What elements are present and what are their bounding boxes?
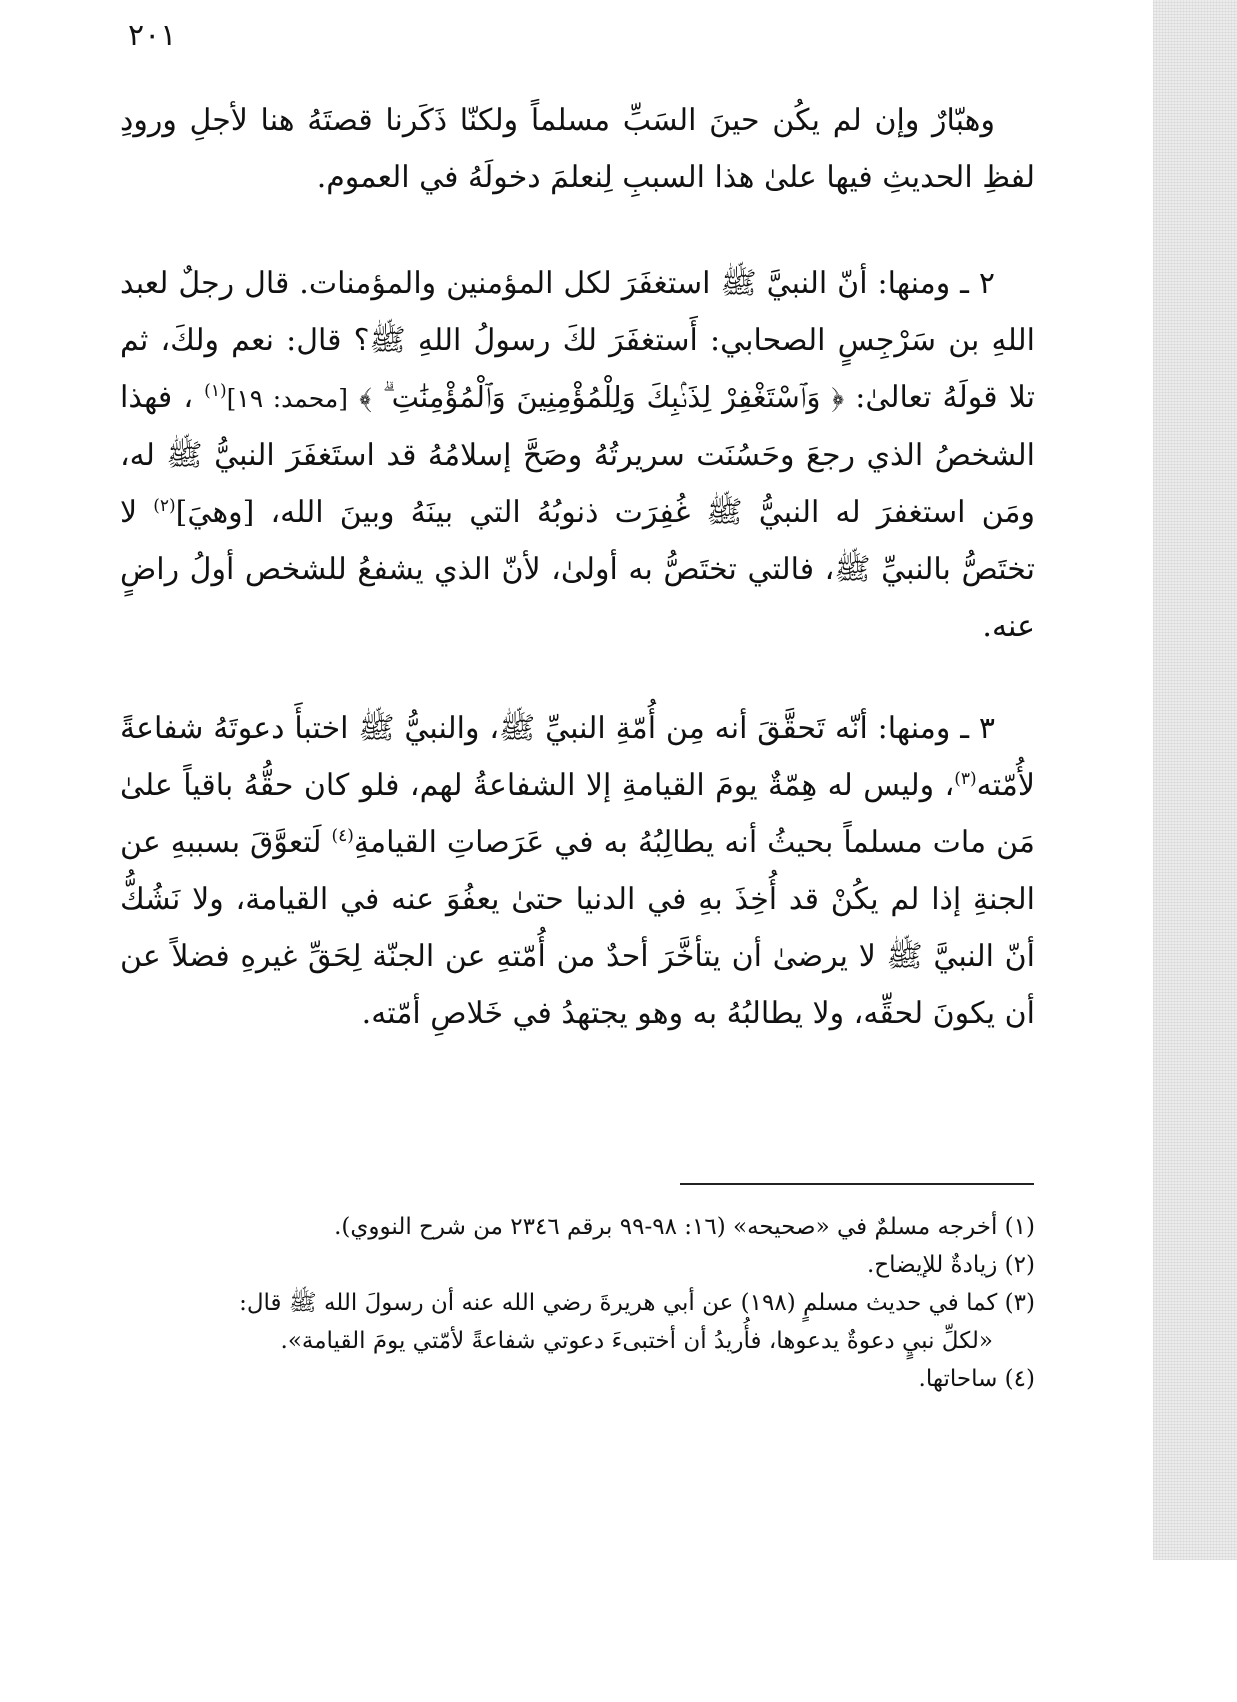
footnote-ref-4: (٤) bbox=[331, 826, 354, 846]
page-number: ٢٠١ bbox=[128, 18, 177, 53]
footnote-2: (٢) زيادةٌ للإيضاح. bbox=[867, 1252, 1035, 1278]
footnote-separator bbox=[680, 1183, 1034, 1185]
paragraph-2 bbox=[120, 255, 1035, 655]
surah-reference: [محمد: ١٩] bbox=[226, 384, 349, 413]
paragraph-1-text: وهبّارٌ وإن لم يكُن حينَ السَبِّ مسلماً ولكنّا ذَكَرنا قصتَهُ هنا لأجلِ ورودِ لفظِ الحديثِ فيها علىٰ هذا السببِ لِنعلمَ دخولَهُ في العموم. bbox=[120, 103, 1035, 195]
quran-verse: ﴿ وَٱسْتَغْفِرْ لِذَنۢبِكَ وَلِلْمُؤْمِنِينَ وَٱلْمُؤْمِنَٰتِ ۗ ﴾ bbox=[359, 380, 845, 414]
paragraph-2-text-c: لا تختَصُّ بالنبيِّ ﷺ، فالتي تختَصُّ به أولىٰ، لأنّ الذي يشفعُ للشخص أولُ راضٍ عنه. bbox=[120, 495, 1035, 644]
footnotes bbox=[160, 1208, 1035, 1398]
page-binding-edge bbox=[1153, 0, 1237, 1560]
paragraph-3-text-b: ، وليس له هِمّةٌ يومَ القيامةِ إلا الشفاعةُ لهم، فلو كان حقُّهُ باقياً علىٰ مَن مات مسلماً بحيثُ أنه يطالِبُهُ به في عَرَصاتِ القيامةِ bbox=[120, 768, 1035, 860]
footnote-ref-3: (٣) bbox=[954, 769, 977, 789]
footnote-3-continuation: «لكلِّ نبيٍ دعوةٌ يدعوها، فأُريدُ أن أختبىءَ دعوتي شفاعةً لأمّتي يومَ القيامة». bbox=[280, 1328, 993, 1354]
paragraph-3 bbox=[120, 700, 1035, 1042]
paragraph-1 bbox=[120, 92, 1035, 206]
footnote-ref-1: (١) bbox=[204, 381, 227, 401]
footnote-1: (١) أخرجه مسلمٌ في «صحيحه» (١٦: ٩٨-٩٩ برقم ٢٣٤٦ من شرح النووي). bbox=[334, 1214, 1035, 1240]
paragraph-2-text-b: ، فهذا الشخصُ الذي رجعَ وحَسُنَت سريرتُهُ وصَحَّ إسلامُهُ قد استَغفَرَ النبيُّ ﷺ له، ومَن استغفرَ له النبيُّ ﷺ غُفِرَت ذنوبُهُ التي بينَهُ وبينَ الله، [وهيَ] bbox=[120, 380, 1035, 530]
footnote-ref-2: (٢) bbox=[153, 496, 176, 516]
paragraph-3-text-a: ٣ ـ ومنها: أنّه تَحقَّقَ أنه مِن أُمّةِ النبيِّ ﷺ، والنبيُّ ﷺ اختبأَ دعوتَهُ شفاعةً لأُمّته bbox=[120, 711, 1035, 803]
footnote-4: (٤) ساحاتها. bbox=[918, 1366, 1035, 1392]
footnote-3: (٣) كما في حديث مسلمٍ (١٩٨) عن أبي هريرةَ رضي الله عنه أن رسولَ الله ﷺ قال: bbox=[239, 1290, 1035, 1316]
paragraph-2-text-a: ٢ ـ ومنها: أنّ النبيَّ ﷺ استغفَرَ لكل المؤمنين والمؤمنات. قال رجلٌ لعبد اللهِ بن سَرْجِسٍ الصحابي: أَستغفَرَ لكَ رسولُ اللهِ ﷺ؟ قال: نعم ولكَ، ثم تلا قولَهُ تعالىٰ: bbox=[120, 266, 1035, 415]
paragraph-3-text-c: لَتعوَّقَ بسببهِ عن الجنةِ إذا لم يكُنْ قد أُخِذَ بهِ في الدنيا حتىٰ يعفُوَ عنه في القيامة، ولا نَشُكُّ أنّ النبيَّ ﷺ لا يرضىٰ أن يتأخَّرَ أحدٌ من أُمّتهِ عن الجنّة لِحَقِّ غيرهِ فضلاً عن أن يكونَ لحقِّه، ولا يطالبُهُ به وهو يجتهدُ في خَلاصِ أمّته. bbox=[120, 825, 1035, 1031]
